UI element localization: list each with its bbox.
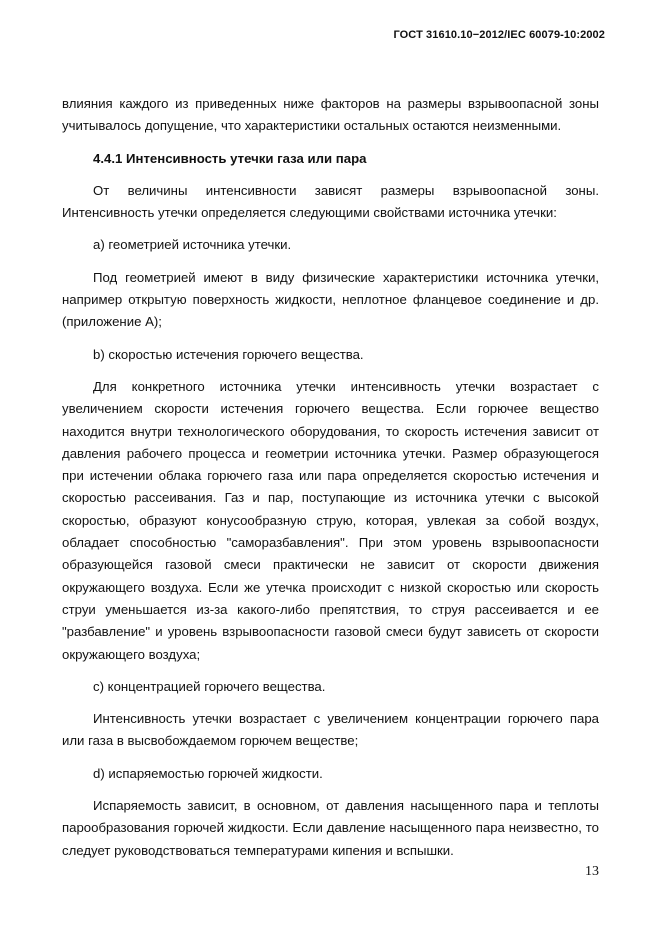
page-number: 13 bbox=[585, 864, 599, 879]
list-item: b) скоростью истечения горючего вещества. bbox=[93, 346, 364, 362]
paragraph: Испаряемость зависит, в основном, от давления насыщенного пара и теплоты парообразования горючей жидкости. Если давление насыщенного пара неизвестно, то следует руководствоваться температурами кипения и вспышки. bbox=[62, 798, 599, 858]
body-text bbox=[62, 93, 599, 872]
list-item: d) испаряемостью горючей жидкости. bbox=[93, 765, 323, 781]
paragraph: влияния каждого из приведенных ниже факторов на размеры взрывоопасной зоны учитывалось допущение, что характеристики остальных остаются неизменными. bbox=[62, 96, 599, 134]
paragraph: От величины интенсивности зависят размеры взрывоопасной зоны. Интенсивность утечки определяется следующими свойствами источника утечки: bbox=[62, 182, 599, 221]
paragraph: Под геометрией имеют в виду физические характеристики источника утечки, например открытую поверхность жидкости, неплотное фланцевое соединение и др. (приложение А); bbox=[62, 269, 599, 330]
list-item: а) геометрией источника утечки. bbox=[93, 237, 292, 253]
paragraph: Для конкретного источника утечки интенсивность утечки возрастает с увеличением скорости истечения горючего вещества. Если горючее вещество находится внутри технологического оборудования, то скорость истечения зависит от давления рабочего процесса и геометрии источника утечки. Размер образующегося при истечении облака горючего газа или пара определяется скоростью истечения и скоростью рассеивания. Газ и пар, поступающие из источника утечки с высокой скоростью, образуют конусообразную струю, которая, увлекая за собой воздух, обладает способностью "саморазбавления". При этом уровень взрывоопасности образующейся газовой смеси практически не зависит от скорости движения окружающего воздуха. Если же утечка происходит с низкой скоростью или скорость струи уменьшается из-за какого-либо препятствия, то струя рассеивается и ее "разбавление" и уровень взрывоопасности газовой смеси будут зависеть от скорости окружающего воздуха; bbox=[62, 378, 599, 662]
standard-header: ГОСТ 31610.10−2012/IEC 60079-10:2002 bbox=[393, 29, 605, 41]
paragraph: Интенсивность утечки возрастает с увеличением концентрации горючего пара или газа в высвобождаемом горючем веществе; bbox=[62, 711, 599, 749]
section-heading: 4.4.1 Интенсивность утечки газа или пара bbox=[93, 150, 367, 166]
list-item: с) концентрацией горючего вещества. bbox=[93, 678, 326, 694]
